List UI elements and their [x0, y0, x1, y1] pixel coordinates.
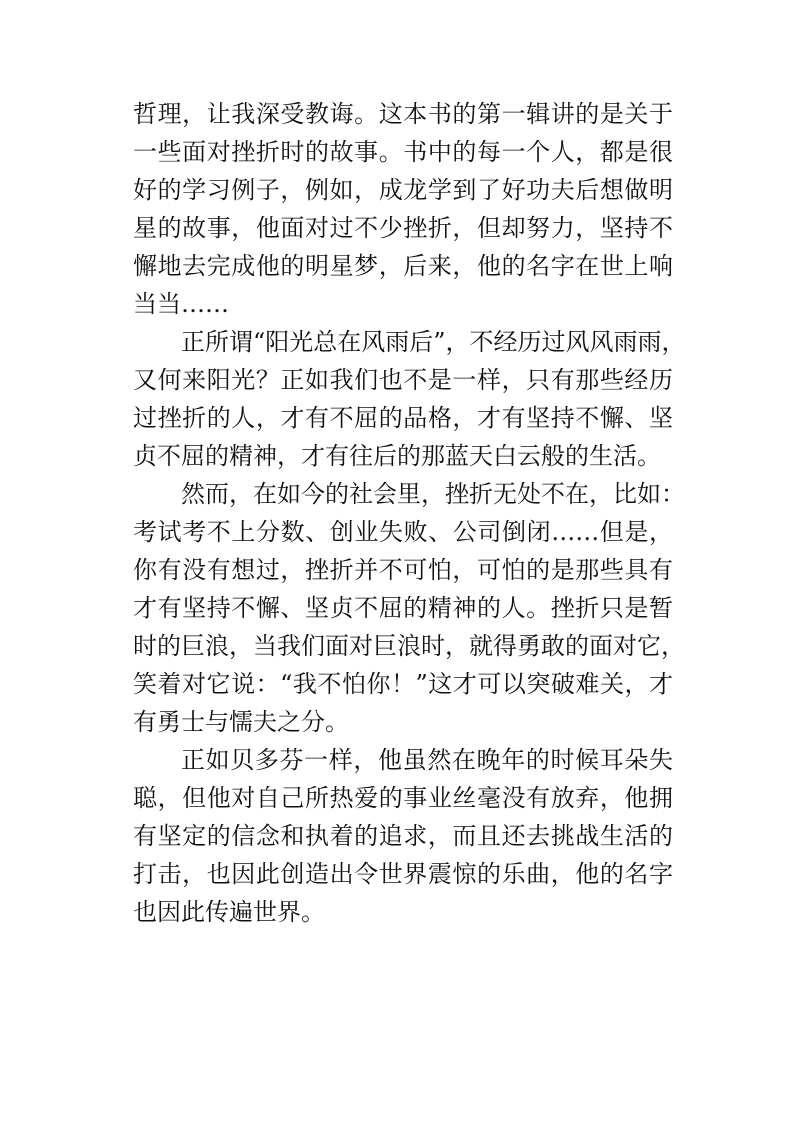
- text-line: 笑着对它说：“我不怕你！”这才可以突破难关，才: [133, 670, 673, 698]
- text-line: 有勇士与懦夫之分。: [133, 708, 349, 736]
- text-line: 打击，也因此创造出令世界震惊的乐曲，他的名字: [133, 860, 673, 888]
- paragraph: [133, 95, 673, 323]
- text-line: 又何来阳光？正如我们也不是一样，只有那些经历: [133, 366, 673, 394]
- text-line: 过挫折的人，才有不屈的品格，才有坚持不懈、坚: [133, 404, 673, 432]
- text-line: 当当……: [133, 290, 229, 318]
- paragraph: [133, 741, 673, 931]
- document-body: [133, 95, 686, 931]
- text-line: 正如贝多芬一样，他虽然在晚年的时候耳朵失: [181, 746, 673, 774]
- text-line: 考试考不上分数、创业失败、公司倒闭……但是，: [133, 518, 673, 546]
- text-line: 才有坚持不懈、坚贞不屈的精神的人。挫折只是暂: [133, 594, 673, 622]
- text-line: 懈地去完成他的明星梦，后来，他的名字在世上响: [133, 252, 673, 280]
- paragraph: [133, 323, 686, 475]
- text-line: 好的学习例子，例如，成龙学到了好功夫后想做明: [133, 176, 673, 204]
- text-line: 正所谓“阳光总在风雨后”，不经历过风风雨雨，: [181, 328, 686, 356]
- text-line: 时的巨浪，当我们面对巨浪时，就得勇敢的面对它，: [133, 632, 685, 660]
- text-line: 有坚定的信念和执着的追求，而且还去挑战生活的: [133, 822, 673, 850]
- paragraph: [133, 475, 685, 741]
- text-line: 你有没有想过，挫折并不可怕，可怕的是那些具有: [133, 556, 673, 584]
- text-line: 也因此传遍世界。: [133, 898, 325, 926]
- text-line: 聪，但他对自己所热爱的事业丝毫没有放弃，他拥: [133, 784, 673, 812]
- text-line: 然而，在如今的社会里，挫折无处不在，比如：: [181, 480, 685, 508]
- text-line: 哲理，让我深受教诲。这本书的第一辑讲的是关于: [133, 100, 673, 128]
- text-line: 贞不屈的精神，才有往后的那蓝天白云般的生活。: [133, 442, 661, 470]
- text-line: 星的故事，他面对过不少挫折，但却努力，坚持不: [133, 214, 673, 242]
- text-line: 一些面对挫折时的故事。书中的每一个人，都是很: [133, 138, 673, 166]
